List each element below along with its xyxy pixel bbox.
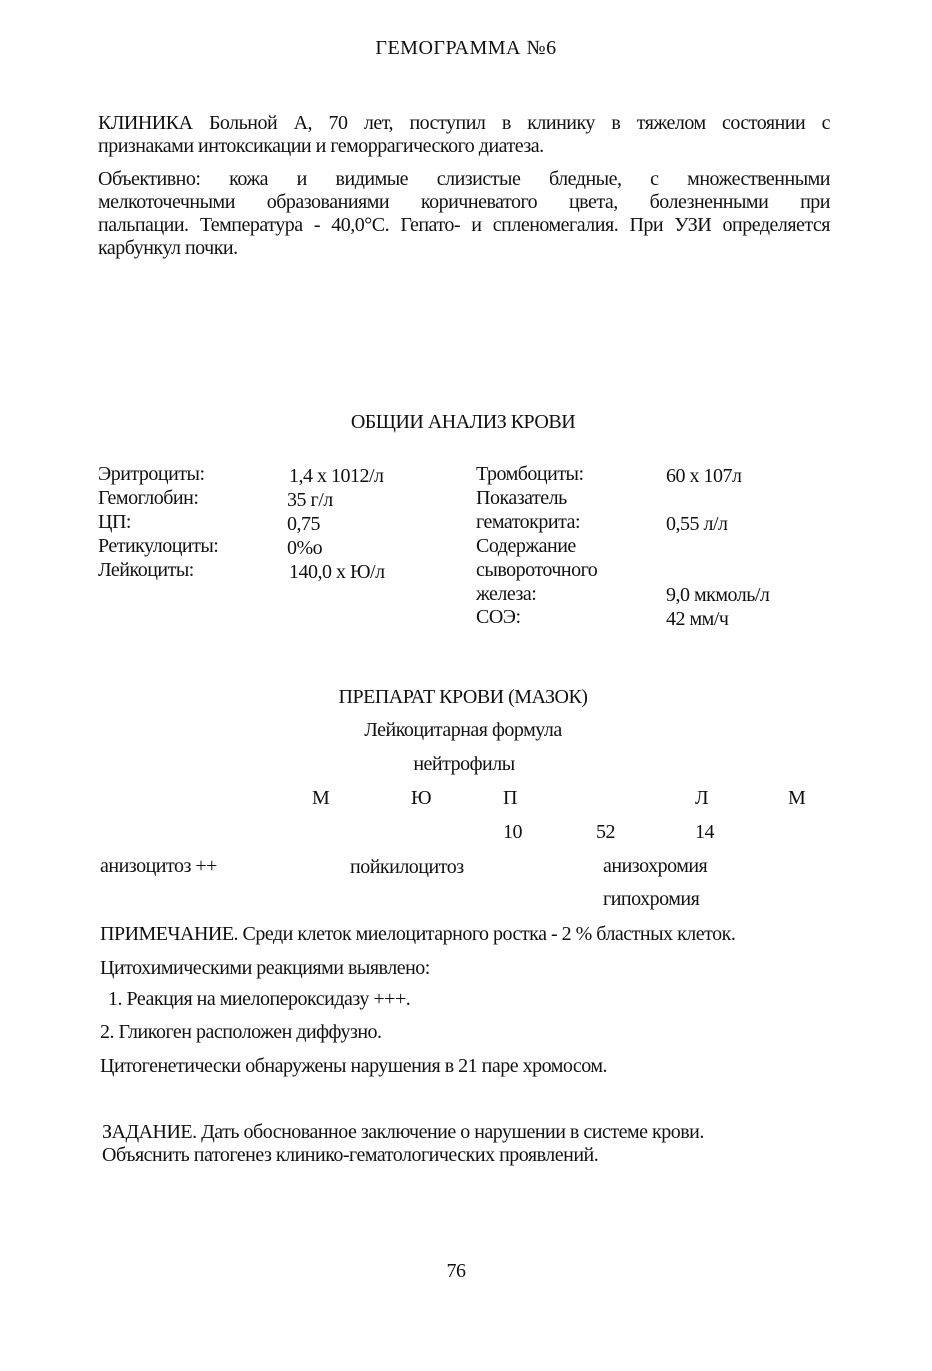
value-lymphocytes: 14: [695, 821, 714, 843]
serum-iron-label-1: Содержание: [476, 535, 576, 557]
cytochemistry-item-2: 2. Гликоген расположен диффузно.: [100, 1021, 382, 1043]
value-segmented: 52: [596, 821, 615, 843]
esr-label: СОЭ:: [476, 606, 521, 628]
leukocytes-label: Лейкоциты:: [98, 559, 194, 581]
objective-line-2: мелкоточечными образованиями коричневатого цвета, болезненными при: [98, 191, 830, 213]
neutrophils-heading: нейтрофилы: [413, 753, 515, 775]
cytochemistry-item-1: 1. Реакция на миелопероксидазу +++.: [108, 988, 411, 1010]
platelets-value: 60 х 107л: [666, 465, 742, 487]
cytogenetics: Цитогенетически обнаружены нарушения в 21 паре хромосом.: [100, 1055, 608, 1077]
hypochromia: гипохромия: [603, 888, 700, 910]
blood-test-heading: ОБЩИИ АНАЛИЗ КРОВИ: [350, 411, 576, 433]
hemoglobin-label: Гемоглобин:: [98, 487, 199, 509]
clinic-line-2: признаками интоксикации и геморрагического диатеза.: [98, 135, 544, 157]
anisochromia: анизохромия: [603, 855, 708, 877]
leukocyte-formula-heading: Лейкоцитарная формула: [364, 719, 562, 741]
header-monocytes: М: [788, 787, 806, 809]
serum-iron-label-3: железа:: [476, 583, 537, 605]
clinic-line-1: КЛИНИКА Больной А, 70 лет, поступил в клинику в тяжелом состоянии с: [98, 112, 830, 134]
header-band: П: [503, 787, 517, 809]
cytochemistry-intro: Цитохимическими реакциями выявлено:: [100, 957, 430, 979]
note-blasts: ПРИМЕЧАНИЕ. Среди клеток миелоцитарного ростка - 2 % бластных клеток.: [100, 923, 736, 945]
esr-value: 42 мм/ч: [666, 608, 729, 630]
hemoglobin-value: 35 г/л: [287, 489, 333, 511]
task-line-1: ЗАДАНИЕ. Дать обоснованное заключение о нарушении в системе крови.: [102, 1121, 704, 1143]
rbc-value: 1,4 х 1012/л: [289, 465, 384, 487]
rbc-label: Эритроциты:: [98, 463, 205, 485]
page-number: 76: [446, 1260, 466, 1282]
header-lymphocytes: Л: [695, 787, 709, 809]
leukocytes-value: 140,0 х Ю/л: [289, 561, 385, 583]
serum-iron-label-2: сывороточного: [476, 559, 598, 581]
hematocrit-value: 0,55 л/л: [666, 513, 728, 535]
smear-heading: ПРЕПАРАТ КРОВИ (МАЗОК): [338, 686, 588, 708]
platelets-label: Тромбоциты:: [476, 463, 584, 485]
color-index-label: ЦП:: [98, 511, 131, 533]
value-band: 10: [503, 821, 522, 843]
objective-line-4: карбункул почки.: [98, 237, 238, 259]
page-title: ГЕМОГРАММА №6: [375, 37, 557, 59]
header-metamyelocytes: Ю: [411, 787, 432, 809]
poikilocytosis: пойкилоцитоз: [350, 856, 464, 878]
header-myelocytes: М: [312, 787, 330, 809]
anisocytosis: анизоцитоз ++: [100, 855, 217, 877]
reticulocytes-value: 0%о: [287, 537, 323, 559]
hematocrit-label-1: Показатель: [476, 487, 567, 509]
color-index-value: 0,75: [287, 513, 320, 535]
task-line-2: Объяснить патогенез клинико-гематологических проявлений.: [102, 1144, 599, 1166]
hematocrit-label-2: гематокрита:: [476, 511, 581, 533]
objective-line-1: Объективно: кожа и видимые слизистые бледные, с множественными: [98, 168, 830, 190]
reticulocytes-label: Ретикулоциты:: [98, 535, 219, 557]
serum-iron-value: 9,0 мкмоль/л: [666, 584, 770, 606]
objective-line-3: пальпации. Температура - 40,0°С. Гепато- и спленомегалия. При УЗИ определяется: [98, 214, 830, 236]
